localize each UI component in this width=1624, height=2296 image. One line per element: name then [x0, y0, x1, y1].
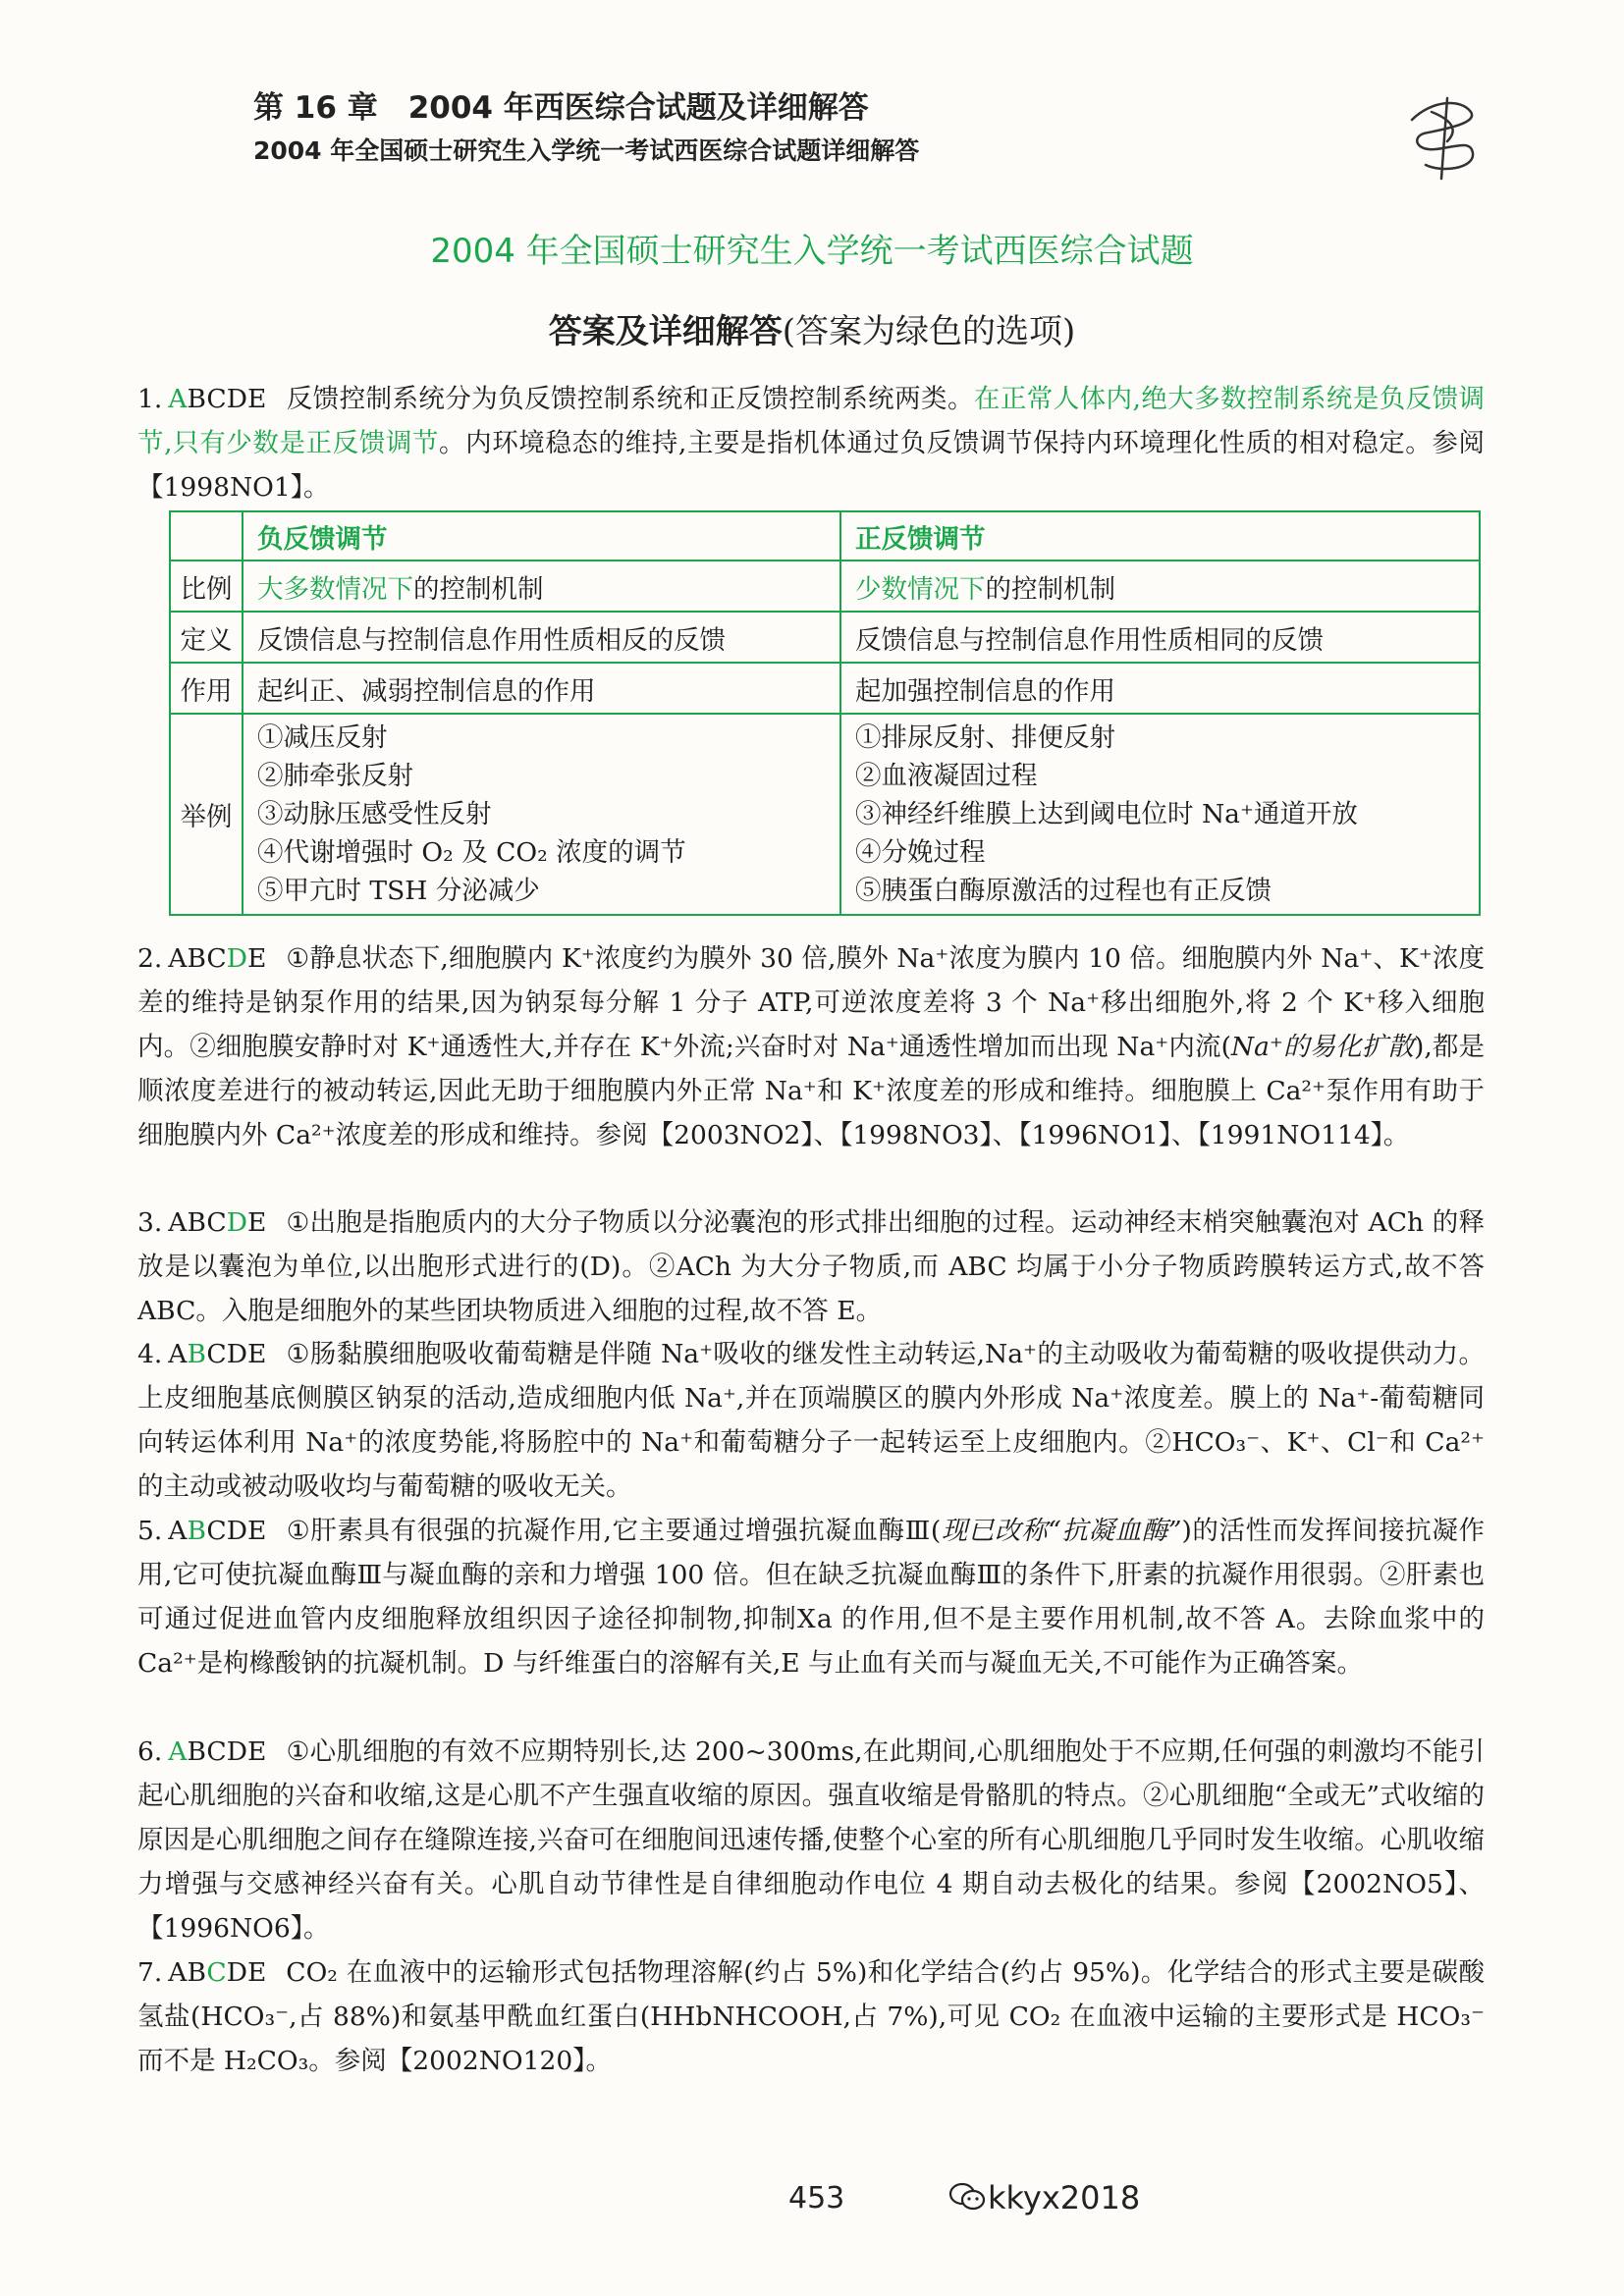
explanation-text: )的活性而发挥间接抗凝作用,它可使抗凝血酶Ⅲ与凝血酶的亲和力增强 100 倍。但在缺乏抗凝血酶Ⅲ的条件下,肝素的抗凝作用很弱。②肝素也可通过促进血管内皮细胞释放组织因子途径抑制物,抑制Ⅹa 的作用,但不是主要作用机制,故不答 A。去除血浆中的 Ca²⁺是枸橼酸钠的抗凝机制。D 与纤维蛋白的溶解有关,E 与止血有关而与凝血无关,不可能作为正确答案。: [137, 1516, 1485, 1679]
option-letter: D: [226, 1736, 247, 1767]
answer-options: [168, 1957, 266, 1988]
explanation-text: ①静息状态下,细胞膜内 K⁺浓度约为膜外 30 倍,膜外 Na⁺浓度为膜内 10 倍。细胞膜内外 Na⁺、K⁺浓度差的维持是钠泵作用的结果,因为钠泵每分解 1 分子 ATP,可逆浓度差将 3 个 Na⁺移出细胞外,将 2 个 K⁺移入细胞内。②细胞膜安静时对 K⁺通透性大,并存在 K⁺外流;兴奋时对 Na⁺通透性增加而出现 Na⁺内流(: [137, 943, 1485, 1062]
table-cell: [243, 561, 840, 612]
row-label: 比例: [170, 561, 243, 612]
explanation-text: ①肠黏膜细胞吸收葡萄糖是伴随 Na⁺吸收的继发性主动转运,Na⁺的主动吸收为葡萄糖的吸收提供动力。上皮细胞基底侧膜区钠泵的活动,造成细胞内低 Na⁺,并在顶端膜区的膜内外形成 Na⁺浓度差。膜上的 Na⁺-葡萄糖同向转运体利用 Na⁺的浓度势能,将肠腔中的 Na⁺和葡萄糖分子一起转运至上皮细胞内。②HCO₃⁻、K⁺、Cl⁻和 Ca²⁺的主动或被动吸收均与葡萄糖的吸收无关。: [137, 1339, 1485, 1502]
correct-option: A: [168, 1736, 188, 1767]
option-letter: E: [246, 1516, 267, 1546]
option-letter: E: [246, 1207, 267, 1238]
explanation-text: 。内环境稳态的维持,主要是指机体通过负反馈调节保持内环境理化性质的相对稳定。参阅【1998NO1】。: [137, 428, 1485, 503]
example-item: ③神经纤维膜上达到阈电位时 Na⁺通道开放: [855, 799, 1358, 829]
table-header-positive: 正反馈调节: [840, 511, 1480, 561]
explanation-text: 现已改称“抗凝血酶”: [941, 1516, 1182, 1546]
table-header-negative: 负反馈调节: [243, 511, 840, 561]
example-item: ⑤胰蛋白酶原激活的过程也有正反馈: [855, 876, 1272, 906]
explanation-text: ①心肌细胞的有效不应期特别长,达 200~300ms,在此期间,心肌细胞处于不应期,任何强的刺激均不能引起心肌细胞的兴奋和收缩,这是心肌不产生强直收缩的原因。强直收缩是骨骼肌的特点。②心肌细胞“全或无”式收缩的原因是心肌细胞之间存在缝隙连接,兴奋可在细胞间迅速传播,使整个心室的所有心肌细胞几乎同时发生收缩。心肌收缩力增强与交感神经兴奋有关。心肌自动节律性是自律细胞动作电位 4 期自动去极化的结果。参阅【2002NO5】、【1996NO6】。: [137, 1736, 1485, 1944]
answer-options: [168, 1207, 266, 1238]
option-letter: E: [246, 1957, 267, 1988]
example-item: ④代谢增强时 O₂ 及 CO₂ 浓度的调节: [257, 837, 686, 868]
option-letter: A: [168, 1207, 188, 1238]
subtitle-main: 答案及详细解答: [548, 312, 783, 351]
explanation-text: 反馈控制系统分为负反馈控制系统和正反馈控制系统两类。: [286, 384, 974, 414]
answer-options: [168, 943, 266, 974]
option-letter: C: [206, 1207, 227, 1238]
question-number: 6.: [137, 1736, 163, 1767]
watermark-text: kkyx2018: [988, 2179, 1141, 2216]
handwritten-scribble: [1402, 90, 1485, 181]
highlight-text: 大多数情况下: [257, 573, 413, 605]
question-number: 1.: [137, 384, 163, 414]
chapter-subheader: 2004 年全国硕士研究生入学统一考试西医综合试题详细解答: [253, 136, 920, 165]
row-label: 定义: [170, 612, 243, 663]
answer-options: [168, 1339, 266, 1369]
example-item: ①排尿反射、排便反射: [855, 722, 1116, 753]
option-letter: B: [187, 1957, 207, 1988]
row-label: 作用: [170, 663, 243, 714]
question-4: [137, 1332, 1485, 1509]
option-letter: B: [187, 943, 207, 974]
option-letter: E: [246, 384, 267, 414]
explanation-text: ①肝素具有很强的抗凝作用,它主要通过增强抗凝血酶Ⅲ(: [286, 1516, 942, 1546]
question-1: [137, 377, 1485, 509]
option-letter: D: [226, 1516, 247, 1546]
option-letter: C: [206, 384, 227, 414]
table-cell: 起纠正、减弱控制信息的作用: [243, 663, 840, 714]
question-number: 3.: [137, 1207, 163, 1238]
correct-option: B: [187, 1339, 207, 1369]
option-letter: D: [226, 1957, 247, 1988]
highlight-text: 少数情况下: [855, 573, 986, 605]
correct-option: B: [187, 1516, 207, 1546]
option-letter: B: [187, 1736, 207, 1767]
option-letter: E: [246, 1736, 267, 1767]
option-letter: A: [168, 943, 188, 974]
answer-options: [168, 1736, 266, 1767]
table-header-corner: [170, 511, 243, 561]
feedback-comparison-table: [169, 510, 1481, 916]
subtitle-note: (答案为绿色的选项): [782, 312, 1076, 351]
option-letter: A: [168, 1339, 188, 1369]
question-2: [137, 936, 1485, 1157]
table-row-examples: [170, 714, 1480, 915]
option-letter: B: [187, 1207, 207, 1238]
page-number: 453: [788, 2181, 845, 2216]
table-row: [170, 612, 1480, 663]
cell-text: 的控制机制: [985, 573, 1116, 605]
correct-option: D: [226, 1207, 247, 1238]
explanation-text: CO₂ 在血液中的运输形式包括物理溶解(约占 5%)和化学结合(约占 95%)。化学结合的形式主要是碳酸氢盐(HCO₃⁻,占 88%)和氨基甲酰血红蛋白(HHbNHCOOH,占 7%),可见 CO₂ 在血液中运输的主要形式是 HCO₃⁻ 而不是 H₂CO₃。参阅【2002NO120】。: [137, 1957, 1485, 2076]
correct-option: C: [206, 1957, 227, 1988]
correct-option: A: [168, 384, 188, 414]
option-letter: A: [168, 1516, 188, 1546]
negative-examples-cell: [243, 714, 840, 915]
document-title: 2004 年全国硕士研究生入学统一考试西医综合试题: [430, 232, 1194, 271]
option-letter: C: [206, 1736, 227, 1767]
example-item: ④分娩过程: [855, 837, 986, 868]
correct-option: D: [226, 943, 247, 974]
answer-options: [168, 384, 266, 414]
question-number: 2.: [137, 943, 163, 974]
table-cell: 反馈信息与控制信息作用性质相反的反馈: [243, 612, 840, 663]
table-row: [170, 663, 1480, 714]
example-item: ②肺牵张反射: [257, 761, 413, 791]
cell-text: 的控制机制: [413, 573, 544, 605]
question-number: 5.: [137, 1516, 163, 1546]
chapter-header: 第 16 章 2004 年西医综合试题及详细解答: [253, 90, 869, 126]
table-header-row: [170, 511, 1480, 561]
example-item: ⑤甲亢时 TSH 分泌减少: [257, 876, 540, 906]
row-label: 举例: [170, 714, 243, 915]
option-letter: D: [226, 1339, 247, 1369]
answer-options: [168, 1516, 266, 1546]
question-number: 4.: [137, 1339, 163, 1369]
example-item: ②血液凝固过程: [855, 761, 1038, 791]
example-item: ③动脉压感受性反射: [257, 799, 492, 829]
explanation-text: ),都是顺浓度差进行的被动转运,因此无助于细胞膜内外正常 Na⁺和 K⁺浓度差的形成和维持。细胞膜上 Ca²⁺泵作用有助于细胞膜内外 Ca²⁺浓度差的形成和维持。参阅【2003NO2】、【1998NO3】、【1996NO1】、【1991NO114】。: [137, 1032, 1486, 1150]
question-3: [137, 1201, 1485, 1333]
table-cell: 反馈信息与控制信息作用性质相同的反馈: [840, 612, 1480, 663]
option-letter: D: [226, 384, 247, 414]
option-letter: C: [206, 1516, 227, 1546]
watermark: [948, 2179, 1140, 2216]
option-letter: B: [187, 384, 207, 414]
option-letter: E: [246, 1339, 267, 1369]
table-cell: 起加强控制信息的作用: [840, 663, 1480, 714]
question-5: [137, 1509, 1485, 1685]
question-number: 7.: [137, 1957, 163, 1988]
explanation-text: ①出胞是指胞质内的大分子物质以分泌囊泡的形式排出细胞的过程。运动神经末梢突触囊泡对 ACh 的释放是以囊泡为单位,以出胞形式进行的(D)。②ACh 为大分子物质,而 ABC 均属于小分子物质跨膜转运方式,故不答 ABC。入胞是细胞外的某些团块物质进入细胞的过程,故不答 E。: [137, 1207, 1485, 1326]
option-letter: E: [246, 943, 267, 974]
table-row: [170, 561, 1480, 612]
option-letter: A: [168, 1957, 188, 1988]
highlighted-explanation: 在正常人体内,绝大多数控制系统是负反馈调节,只有少数是正反馈调节: [137, 384, 1485, 458]
option-letter: C: [206, 1339, 227, 1369]
question-6: [137, 1730, 1485, 1950]
table-cell: [840, 561, 1480, 612]
question-7: [137, 1950, 1485, 2083]
positive-examples-cell: [840, 714, 1480, 915]
chat-bubble-icon: [948, 2181, 986, 2213]
document-subtitle: [0, 304, 1624, 352]
option-letter: C: [206, 943, 227, 974]
example-item: ①减压反射: [257, 722, 388, 753]
explanation-text: Na⁺的易化扩散: [1230, 1032, 1415, 1062]
